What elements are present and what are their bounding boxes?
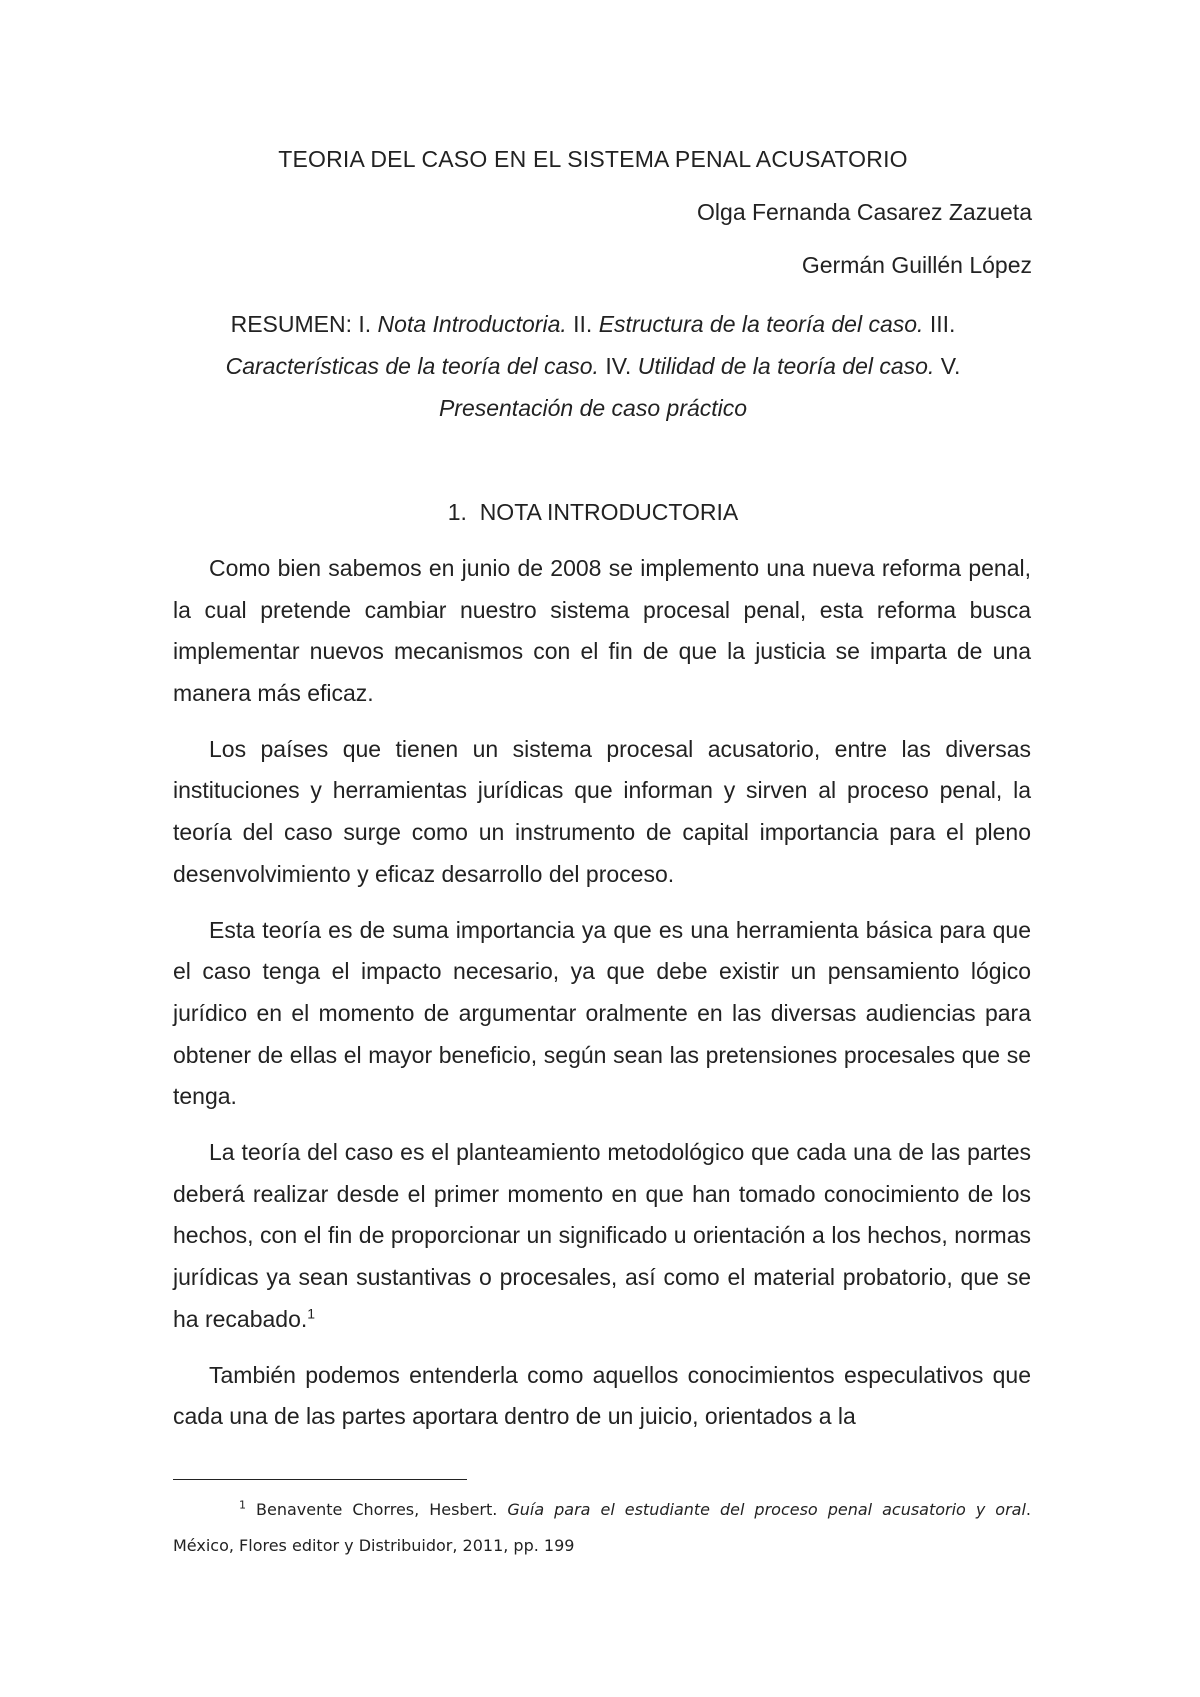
resumen-item-text: Utilidad de la teoría del caso. — [637, 353, 935, 379]
paragraph: Como bien sabemos en junio de 2008 se implemento una nueva reforma penal, la cual pretende cambiar nuestro sistema procesal penal, esta reforma busca implementar nuevos mecanismos con el fin de que la justicia se imparta de una manera más eficaz. — [173, 555, 1031, 706]
footnote-publisher: México, Flores editor y Distribuidor, 2011, pp. 199 — [173, 1536, 575, 1555]
footnote-work-title: Guía para el estudiante del proceso penal acusatorio y oral — [507, 1500, 1026, 1519]
footnote-punctuation: . — [1025, 1500, 1032, 1519]
paragraph-text: La teoría del caso es el planteamiento metodológico que cada una de las partes deberá realizar desde el primer momento en que han tomado conocimiento de los hechos, con el fin de proporcionar un significado u orientación a los hechos, normas jurídicas ya sean sustantivas o procesales, así como el material probatorio, que se ha recabado. — [173, 1139, 1031, 1332]
section-heading: 1. NOTA INTRODUCTORIA — [447, 499, 739, 525]
resumen-item-number: III. — [929, 311, 956, 337]
resumen-item-number: I. — [358, 311, 372, 337]
resumen-item-text: Características de la teoría del caso. — [225, 353, 599, 379]
resumen-label: RESUMEN: — [230, 311, 352, 337]
paragraph: Los países que tienen un sistema procesal acusatorio, entre las diversas instituciones y herramientas jurídicas que informan y sirven al proceso penal, la teoría del caso surge como un instrumento de capital importancia para el pleno desenvolvimiento y eficaz desarrollo del proceso. — [173, 735, 1031, 887]
resumen-item-number: II. — [573, 311, 593, 337]
paragraph: También podemos entenderla como aquellos conocimientos especulativos que cada una de las partes aportara dentro de un juicio, orientados a la — [173, 1361, 1031, 1430]
author-name: Olga Fernanda Casarez Zazueta — [697, 199, 1032, 225]
resumen-item-text: Estructura de la teoría del caso. — [598, 311, 924, 337]
document-title: TEORIA DEL CASO EN EL SISTEMA PENAL ACUSATORIO — [278, 146, 908, 172]
resumen-item-number: V. — [940, 353, 961, 379]
author-name: Germán Guillén López — [801, 252, 1032, 278]
resumen-item-text: Nota Introductoria. — [377, 311, 567, 337]
footnote — [173, 1492, 1031, 1564]
footnote-separator — [173, 1479, 467, 1480]
body-text — [173, 548, 1031, 1438]
footnote-reference[interactable]: 1 — [307, 1304, 316, 1321]
paragraph: Esta teoría es de suma importancia ya que es una herramienta básica para que el caso tenga el impacto necesario, ya que debe existir un pensamiento lógico jurídico en el momento de argumentar oralmente en las diversas audiencias para obtener de ellas el mayor beneficio, según sean las pretensiones procesales que se tenga. — [173, 916, 1031, 1110]
footnote-number: 1 — [239, 1498, 246, 1512]
paragraph — [173, 1132, 1031, 1340]
resumen-item-number: IV. — [605, 353, 632, 379]
resumen-summary — [173, 303, 1013, 429]
footnote-author: Benavente Chorres, Hesbert. — [256, 1500, 498, 1519]
resumen-item-text: Presentación de caso práctico — [438, 395, 748, 421]
